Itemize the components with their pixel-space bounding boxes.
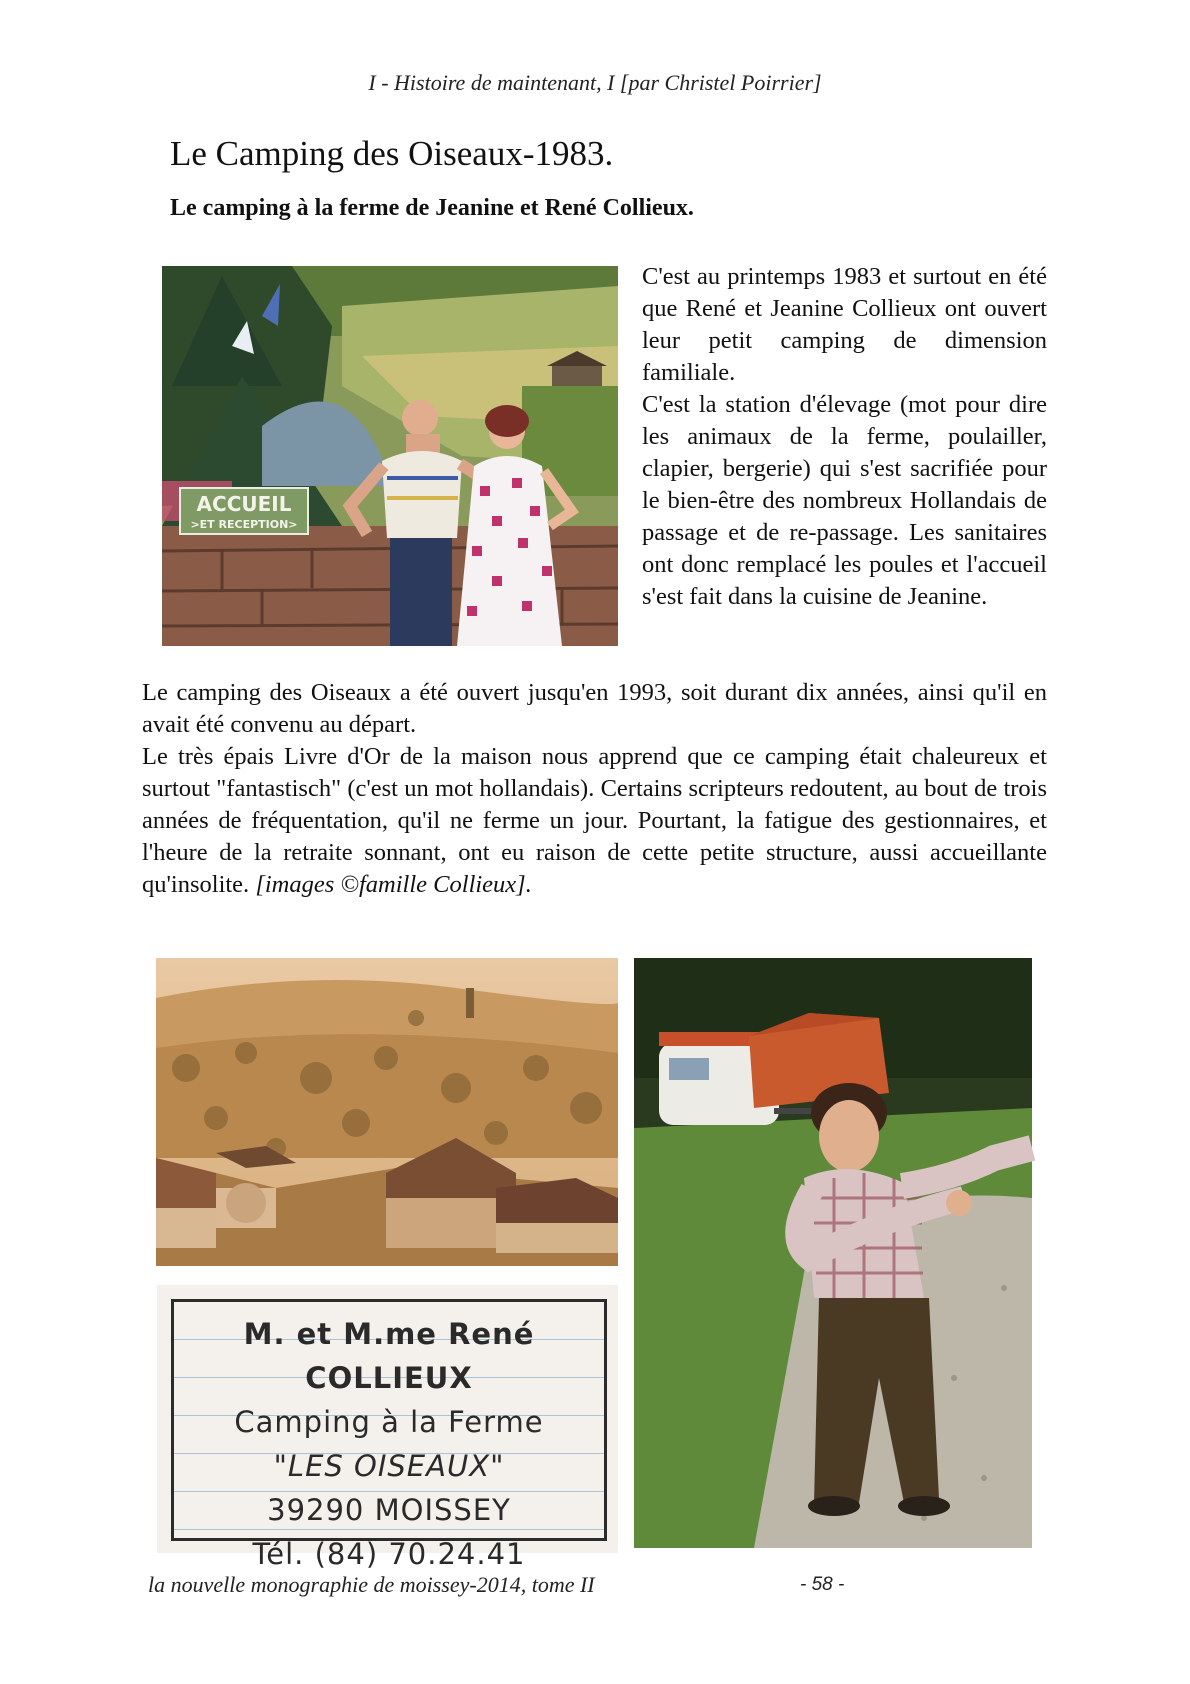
photo-couple-at-reception bbox=[162, 266, 618, 646]
photo-camping-stamp bbox=[157, 1285, 618, 1571]
paragraph-2: C'est la station d'élevage (mot pour dire les animaux de la ferme, poulailler, clapier, bergerie) qui s'est sacrifiée pour le bien-être des nombreux Hollandais de passage et de re-passage. Les sanitaires ont donc remplacé les poules et l'accueil s'est fait dans la cuisine de Jeanine. bbox=[642, 391, 1047, 610]
stamp-business-type: Camping à la Ferme bbox=[234, 1405, 544, 1439]
paragraph-4-text: Le très épais Livre d'Or de la maison nous apprend que ce camping était chaleureux et surtout "fantastisch" (c'est un mot hollandais). Certains scripteurs redoutent, au bout de trois années de fréquentation, qu'il ne ferme un jour. Pourtant, la fatigue des gestionnaires, et l'heure de la retraite sonnant, ont eu raison de cette petite structure, aussi accueillante qu'insolite. bbox=[142, 743, 1047, 898]
photo-boy-at-campsite bbox=[634, 958, 1032, 1548]
stamp-camping-name: "LES OISEAUX" bbox=[273, 1449, 505, 1483]
running-header: I - Histoire de maintenant, I [par Christel Poirrier] bbox=[368, 70, 822, 95]
body-paragraphs bbox=[142, 677, 1047, 901]
village-photo-illustration bbox=[156, 958, 618, 1266]
stamp-address: 39290 MOISSEY bbox=[267, 1493, 511, 1527]
image-credit: [images ©famille Collieux]. bbox=[255, 871, 532, 898]
paragraph-3: Le camping des Oiseaux a été ouvert jusqu'en 1993, soit durant dix années, ainsi qu'il en avait été convenu au départ. bbox=[142, 679, 1047, 738]
reception-sign-subtext: >ET RECEPTION> bbox=[190, 518, 298, 531]
photo-village-aerial bbox=[156, 958, 618, 1266]
article-title: Le Camping des Oiseaux-1983. bbox=[170, 134, 614, 173]
side-paragraphs bbox=[642, 261, 1047, 613]
footer-book-title: la nouvelle monographie de moissey-2014, tome II bbox=[148, 1572, 595, 1597]
paragraph-4 bbox=[142, 741, 1047, 901]
stamp-phone: Tél. (84) 70.24.41 bbox=[252, 1537, 526, 1571]
stamp-owner-name: M. et M.me René COLLIEUX bbox=[243, 1317, 535, 1395]
reception-sign-text: ACCUEIL bbox=[196, 492, 292, 516]
couple-photo-illustration bbox=[162, 266, 618, 646]
footer-page-number: - 58 - bbox=[800, 1574, 845, 1595]
stamp-imprint bbox=[171, 1299, 607, 1571]
boy-photo-illustration bbox=[634, 958, 1032, 1548]
paragraph-1: C'est au printemps 1983 et surtout en été que René et Jeanine Collieux ont ouvert leur petit camping de dimension familiale. bbox=[642, 263, 1047, 386]
article-subtitle: Le camping à la ferme de Jeanine et René Collieux. bbox=[170, 195, 694, 221]
